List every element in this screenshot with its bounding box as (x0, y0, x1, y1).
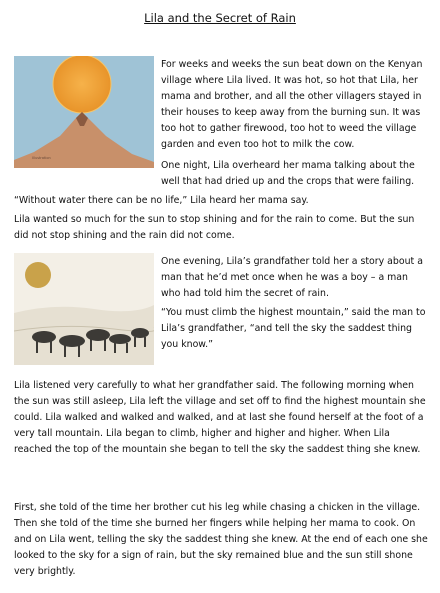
paragraph-6: “You must climb the highest mountain,” said the man to Lila’s grandfather, “and tell the sky the saddest thing you know.” (161, 307, 426, 350)
savanna-illustration (14, 253, 154, 365)
paragraph-7: Lila listened very carefully to what her grandfather said. The following morning when the sun was still asleep, Lila left the village and set off to find the highest mountain she could. Lila walked and walked and walked, and at last she found herself at the foot of a very tall mountain. Lila began to climb, higher and higher and higher. When Lila reached the top of the mountain she began to tell the sky the saddest thing she knew. (14, 380, 426, 455)
paragraph-2: One night, Lila overheard her mama talking about the well that had dried up and the crops that were failing. (161, 160, 415, 187)
sun-over-mountain-icon (14, 56, 154, 168)
paragraph-8: First, she told of the time her brother cut his leg while chasing a chicken in the village. Then she told of the time she burned her fingers while helping her mama to cook. On and on Lila went, telling the sky the saddest thing she knew. At the end of each one she looked to the sky for a sign of rain, but the sky remained blue and the sun still shone very brightly. (14, 502, 428, 577)
svg-text:Illustration: Illustration (32, 156, 51, 160)
sun-and-cattle-icon (14, 253, 154, 365)
mountain-illustration (14, 56, 154, 168)
paragraph-1: For weeks and weeks the sun beat down on the Kenyan village where Lila lived. It was hot, so hot that Lila, her mama and brother, and all the other villagers stayed in their houses to keep away from the burning sun. It was too hot to gather firewood, too hot to weed the village garden and even too hot to milk the cow. (161, 59, 423, 150)
paragraph-3: “Without water there can be no life,” Lila heard her mama say. (14, 195, 309, 206)
story-title: Lila and the Secret of Rain (144, 11, 296, 25)
paragraph-4: Lila wanted so much for the sun to stop shining and for the rain to come. But the sun did not stop shining and the rain did not come. (14, 214, 415, 241)
paragraph-5: One evening, Lila’s grandfather told her a story about a man that he’d met once when he was a boy – a man who had told him the secret of rain. (161, 256, 423, 299)
